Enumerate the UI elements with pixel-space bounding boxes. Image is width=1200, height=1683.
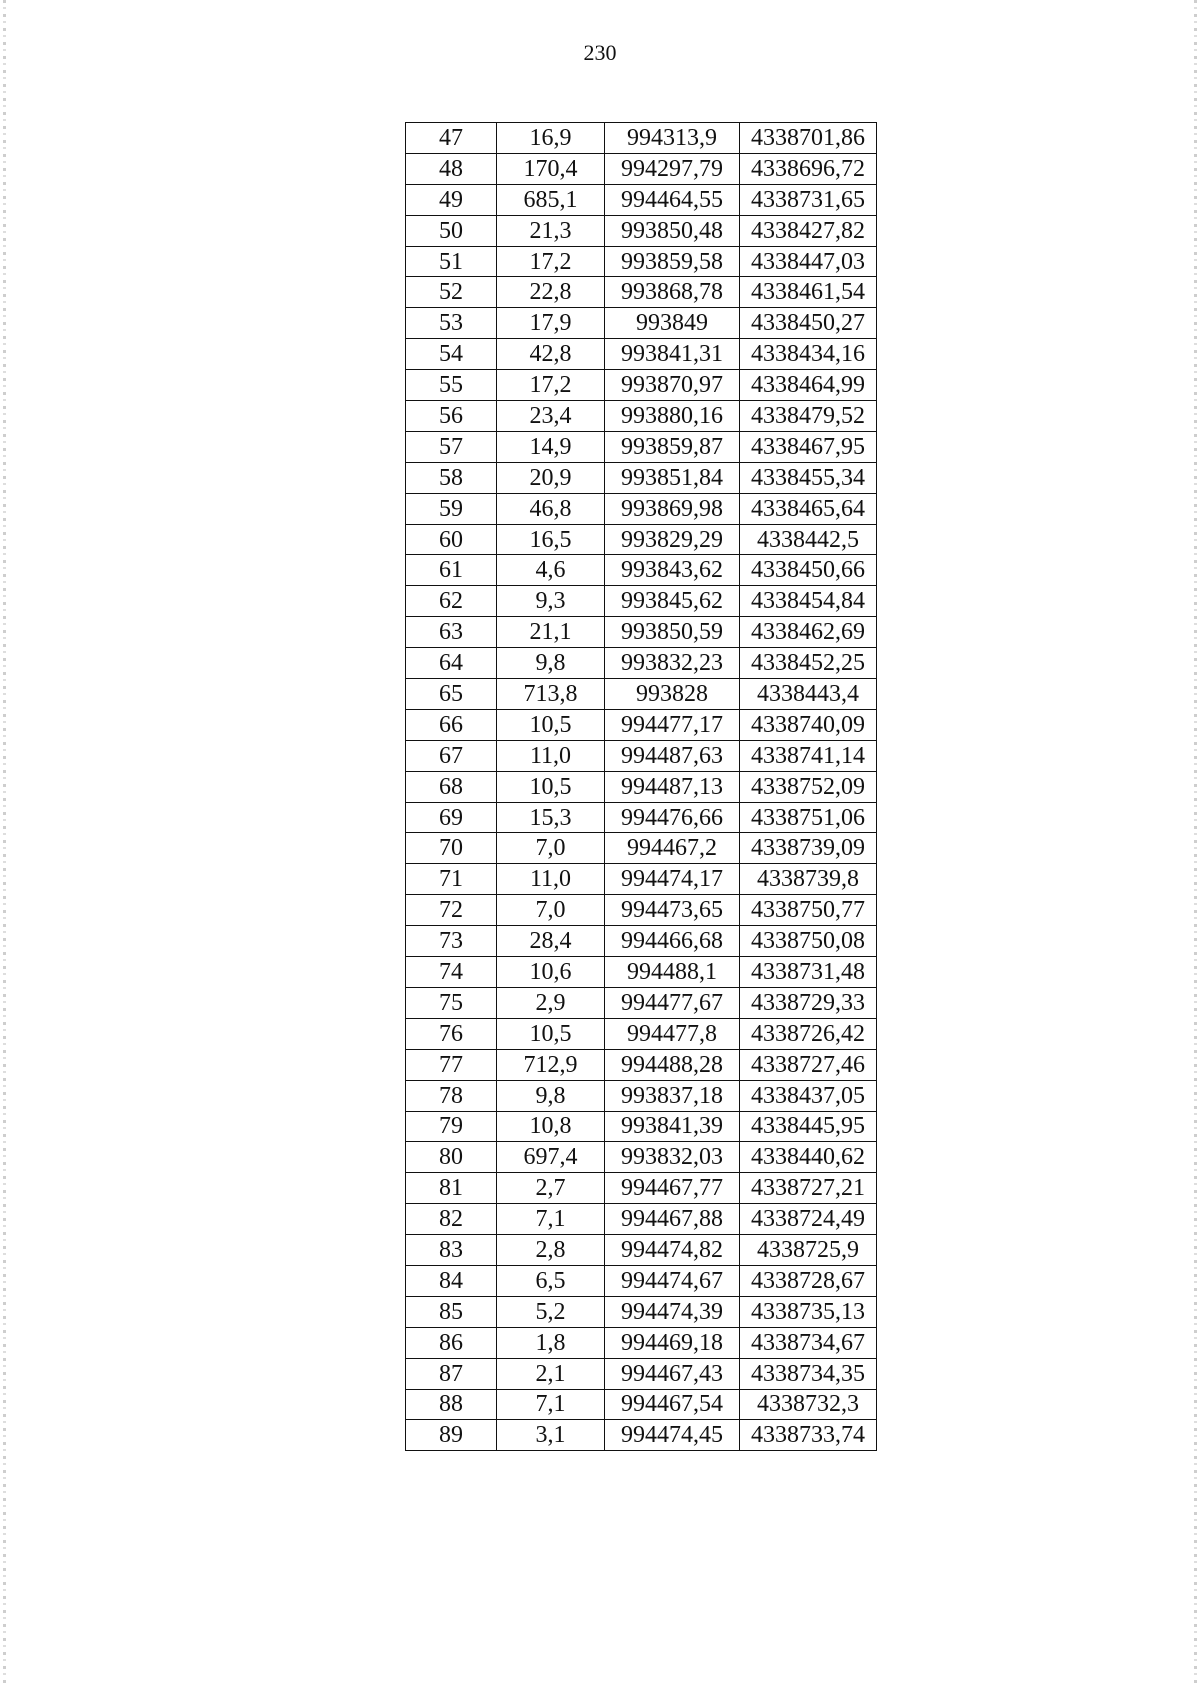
x-coordinate-cell: 994466,68 [605, 926, 740, 957]
point-number-cell: 54 [406, 339, 497, 370]
y-coordinate-cell: 4338741,14 [740, 740, 877, 771]
point-number-cell: 65 [406, 679, 497, 710]
length-cell: 2,9 [497, 987, 605, 1018]
table-row [406, 926, 877, 957]
x-coordinate-cell: 993880,16 [605, 401, 740, 432]
x-coordinate-cell: 993828 [605, 679, 740, 710]
y-coordinate-cell: 4338750,08 [740, 926, 877, 957]
x-coordinate-cell: 993843,62 [605, 555, 740, 586]
x-coordinate-cell: 994488,28 [605, 1049, 740, 1080]
point-number-cell: 84 [406, 1265, 497, 1296]
point-number-cell: 58 [406, 462, 497, 493]
x-coordinate-cell: 994487,13 [605, 771, 740, 802]
point-number-cell: 70 [406, 833, 497, 864]
table-row [406, 740, 877, 771]
length-cell: 712,9 [497, 1049, 605, 1080]
y-coordinate-cell: 4338727,46 [740, 1049, 877, 1080]
y-coordinate-cell: 4338427,82 [740, 215, 877, 246]
length-cell: 11,0 [497, 864, 605, 895]
length-cell: 10,6 [497, 957, 605, 988]
point-number-cell: 53 [406, 308, 497, 339]
x-coordinate-cell: 993859,58 [605, 246, 740, 277]
length-cell: 11,0 [497, 740, 605, 771]
y-coordinate-cell: 4338445,95 [740, 1111, 877, 1142]
y-coordinate-cell: 4338434,16 [740, 339, 877, 370]
y-coordinate-cell: 4338465,64 [740, 493, 877, 524]
x-coordinate-cell: 994297,79 [605, 153, 740, 184]
length-cell: 21,3 [497, 215, 605, 246]
length-cell: 6,5 [497, 1265, 605, 1296]
point-number-cell: 76 [406, 1018, 497, 1049]
table-row [406, 493, 877, 524]
point-number-cell: 64 [406, 648, 497, 679]
point-number-cell: 55 [406, 370, 497, 401]
table-row [406, 184, 877, 215]
x-coordinate-cell: 994467,88 [605, 1204, 740, 1235]
table-row [406, 1420, 877, 1451]
length-cell: 10,5 [497, 709, 605, 740]
table-row [406, 802, 877, 833]
x-coordinate-cell: 994313,9 [605, 123, 740, 154]
y-coordinate-cell: 4338450,27 [740, 308, 877, 339]
length-cell: 14,9 [497, 431, 605, 462]
table-row [406, 1389, 877, 1420]
length-cell: 685,1 [497, 184, 605, 215]
length-cell: 4,6 [497, 555, 605, 586]
length-cell: 10,5 [497, 771, 605, 802]
length-cell: 28,4 [497, 926, 605, 957]
y-coordinate-cell: 4338751,06 [740, 802, 877, 833]
table-row [406, 215, 877, 246]
point-number-cell: 85 [406, 1296, 497, 1327]
point-number-cell: 83 [406, 1235, 497, 1266]
x-coordinate-cell: 993849 [605, 308, 740, 339]
point-number-cell: 79 [406, 1111, 497, 1142]
x-coordinate-cell: 994474,67 [605, 1265, 740, 1296]
table-row [406, 586, 877, 617]
x-coordinate-cell: 994474,45 [605, 1420, 740, 1451]
table-row [406, 1080, 877, 1111]
y-coordinate-cell: 4338739,09 [740, 833, 877, 864]
table-row [406, 123, 877, 154]
table-row [406, 679, 877, 710]
length-cell: 2,8 [497, 1235, 605, 1266]
x-coordinate-cell: 994477,67 [605, 987, 740, 1018]
length-cell: 16,5 [497, 524, 605, 555]
length-cell: 10,8 [497, 1111, 605, 1142]
point-number-cell: 59 [406, 493, 497, 524]
table-row [406, 1296, 877, 1327]
table-row [406, 555, 877, 586]
x-coordinate-cell: 994467,43 [605, 1358, 740, 1389]
x-coordinate-cell: 993869,98 [605, 493, 740, 524]
y-coordinate-cell: 4338454,84 [740, 586, 877, 617]
x-coordinate-cell: 994488,1 [605, 957, 740, 988]
length-cell: 42,8 [497, 339, 605, 370]
scan-edge-left [3, 0, 6, 1683]
point-number-cell: 67 [406, 740, 497, 771]
point-number-cell: 77 [406, 1049, 497, 1080]
x-coordinate-cell: 994477,17 [605, 709, 740, 740]
length-cell: 7,1 [497, 1204, 605, 1235]
table-row [406, 957, 877, 988]
table-row [406, 1111, 877, 1142]
point-number-cell: 87 [406, 1358, 497, 1389]
x-coordinate-cell: 993841,39 [605, 1111, 740, 1142]
length-cell: 20,9 [497, 462, 605, 493]
table-row [406, 308, 877, 339]
x-coordinate-cell: 993859,87 [605, 431, 740, 462]
coordinates-table [405, 122, 877, 1451]
y-coordinate-cell: 4338731,65 [740, 184, 877, 215]
length-cell: 713,8 [497, 679, 605, 710]
table-row [406, 1142, 877, 1173]
point-number-cell: 47 [406, 123, 497, 154]
y-coordinate-cell: 4338729,33 [740, 987, 877, 1018]
length-cell: 7,0 [497, 895, 605, 926]
length-cell: 17,9 [497, 308, 605, 339]
length-cell: 1,8 [497, 1327, 605, 1358]
point-number-cell: 74 [406, 957, 497, 988]
table-row [406, 246, 877, 277]
x-coordinate-cell: 994477,8 [605, 1018, 740, 1049]
y-coordinate-cell: 4338701,86 [740, 123, 877, 154]
y-coordinate-cell: 4338728,67 [740, 1265, 877, 1296]
table-row [406, 1173, 877, 1204]
y-coordinate-cell: 4338724,49 [740, 1204, 877, 1235]
y-coordinate-cell: 4338735,13 [740, 1296, 877, 1327]
table-row [406, 987, 877, 1018]
y-coordinate-cell: 4338732,3 [740, 1389, 877, 1420]
y-coordinate-cell: 4338443,4 [740, 679, 877, 710]
table-row [406, 1235, 877, 1266]
table-row [406, 648, 877, 679]
x-coordinate-cell: 994474,39 [605, 1296, 740, 1327]
point-number-cell: 86 [406, 1327, 497, 1358]
length-cell: 46,8 [497, 493, 605, 524]
length-cell: 5,2 [497, 1296, 605, 1327]
point-number-cell: 52 [406, 277, 497, 308]
length-cell: 2,1 [497, 1358, 605, 1389]
length-cell: 170,4 [497, 153, 605, 184]
length-cell: 22,8 [497, 277, 605, 308]
table-row [406, 1265, 877, 1296]
table-row [406, 370, 877, 401]
length-cell: 23,4 [497, 401, 605, 432]
scan-edge-right [1194, 0, 1197, 1683]
x-coordinate-cell: 994467,77 [605, 1173, 740, 1204]
y-coordinate-cell: 4338750,77 [740, 895, 877, 926]
point-number-cell: 78 [406, 1080, 497, 1111]
y-coordinate-cell: 4338752,09 [740, 771, 877, 802]
table-row [406, 1204, 877, 1235]
length-cell: 17,2 [497, 370, 605, 401]
x-coordinate-cell: 993837,18 [605, 1080, 740, 1111]
table-row [406, 833, 877, 864]
y-coordinate-cell: 4338731,48 [740, 957, 877, 988]
table-row [406, 431, 877, 462]
x-coordinate-cell: 994473,65 [605, 895, 740, 926]
table-row [406, 524, 877, 555]
table-row [406, 1049, 877, 1080]
y-coordinate-cell: 4338467,95 [740, 431, 877, 462]
table-row [406, 1018, 877, 1049]
point-number-cell: 48 [406, 153, 497, 184]
length-cell: 9,8 [497, 1080, 605, 1111]
point-number-cell: 69 [406, 802, 497, 833]
point-number-cell: 81 [406, 1173, 497, 1204]
length-cell: 15,3 [497, 802, 605, 833]
x-coordinate-cell: 993832,03 [605, 1142, 740, 1173]
y-coordinate-cell: 4338734,35 [740, 1358, 877, 1389]
length-cell: 697,4 [497, 1142, 605, 1173]
table-row [406, 864, 877, 895]
table-row [406, 277, 877, 308]
table-row [406, 709, 877, 740]
point-number-cell: 71 [406, 864, 497, 895]
x-coordinate-cell: 993845,62 [605, 586, 740, 617]
y-coordinate-cell: 4338725,9 [740, 1235, 877, 1266]
table-row [406, 1327, 877, 1358]
x-coordinate-cell: 993841,31 [605, 339, 740, 370]
point-number-cell: 51 [406, 246, 497, 277]
x-coordinate-cell: 994469,18 [605, 1327, 740, 1358]
y-coordinate-cell: 4338437,05 [740, 1080, 877, 1111]
x-coordinate-cell: 994467,2 [605, 833, 740, 864]
point-number-cell: 80 [406, 1142, 497, 1173]
y-coordinate-cell: 4338727,21 [740, 1173, 877, 1204]
length-cell: 7,0 [497, 833, 605, 864]
y-coordinate-cell: 4338461,54 [740, 277, 877, 308]
y-coordinate-cell: 4338696,72 [740, 153, 877, 184]
y-coordinate-cell: 4338447,03 [740, 246, 877, 277]
table-row [406, 462, 877, 493]
point-number-cell: 88 [406, 1389, 497, 1420]
x-coordinate-cell: 993870,97 [605, 370, 740, 401]
table-row [406, 339, 877, 370]
table-row [406, 401, 877, 432]
point-number-cell: 56 [406, 401, 497, 432]
point-number-cell: 72 [406, 895, 497, 926]
x-coordinate-cell: 994487,63 [605, 740, 740, 771]
table-row [406, 1358, 877, 1389]
x-coordinate-cell: 994464,55 [605, 184, 740, 215]
table-row [406, 617, 877, 648]
length-cell: 3,1 [497, 1420, 605, 1451]
x-coordinate-cell: 993850,59 [605, 617, 740, 648]
point-number-cell: 75 [406, 987, 497, 1018]
length-cell: 16,9 [497, 123, 605, 154]
y-coordinate-cell: 4338442,5 [740, 524, 877, 555]
x-coordinate-cell: 993851,84 [605, 462, 740, 493]
y-coordinate-cell: 4338479,52 [740, 401, 877, 432]
length-cell: 17,2 [497, 246, 605, 277]
point-number-cell: 89 [406, 1420, 497, 1451]
point-number-cell: 73 [406, 926, 497, 957]
y-coordinate-cell: 4338464,99 [740, 370, 877, 401]
y-coordinate-cell: 4338452,25 [740, 648, 877, 679]
y-coordinate-cell: 4338739,8 [740, 864, 877, 895]
x-coordinate-cell: 994467,54 [605, 1389, 740, 1420]
x-coordinate-cell: 994474,17 [605, 864, 740, 895]
y-coordinate-cell: 4338455,34 [740, 462, 877, 493]
point-number-cell: 60 [406, 524, 497, 555]
x-coordinate-cell: 993832,23 [605, 648, 740, 679]
point-number-cell: 82 [406, 1204, 497, 1235]
y-coordinate-cell: 4338450,66 [740, 555, 877, 586]
table-row [406, 153, 877, 184]
x-coordinate-cell: 993868,78 [605, 277, 740, 308]
point-number-cell: 57 [406, 431, 497, 462]
y-coordinate-cell: 4338740,09 [740, 709, 877, 740]
length-cell: 10,5 [497, 1018, 605, 1049]
y-coordinate-cell: 4338462,69 [740, 617, 877, 648]
x-coordinate-cell: 993829,29 [605, 524, 740, 555]
y-coordinate-cell: 4338734,67 [740, 1327, 877, 1358]
point-number-cell: 68 [406, 771, 497, 802]
length-cell: 21,1 [497, 617, 605, 648]
table-body [406, 123, 877, 1451]
length-cell: 9,8 [497, 648, 605, 679]
x-coordinate-cell: 993850,48 [605, 215, 740, 246]
x-coordinate-cell: 994474,82 [605, 1235, 740, 1266]
point-number-cell: 63 [406, 617, 497, 648]
point-number-cell: 61 [406, 555, 497, 586]
length-cell: 7,1 [497, 1389, 605, 1420]
length-cell: 9,3 [497, 586, 605, 617]
length-cell: 2,7 [497, 1173, 605, 1204]
page-number: 230 [583, 40, 617, 65]
point-number-cell: 62 [406, 586, 497, 617]
point-number-cell: 50 [406, 215, 497, 246]
y-coordinate-cell: 4338726,42 [740, 1018, 877, 1049]
point-number-cell: 49 [406, 184, 497, 215]
point-number-cell: 66 [406, 709, 497, 740]
table-row [406, 771, 877, 802]
table-row [406, 895, 877, 926]
y-coordinate-cell: 4338733,74 [740, 1420, 877, 1451]
y-coordinate-cell: 4338440,62 [740, 1142, 877, 1173]
x-coordinate-cell: 994476,66 [605, 802, 740, 833]
